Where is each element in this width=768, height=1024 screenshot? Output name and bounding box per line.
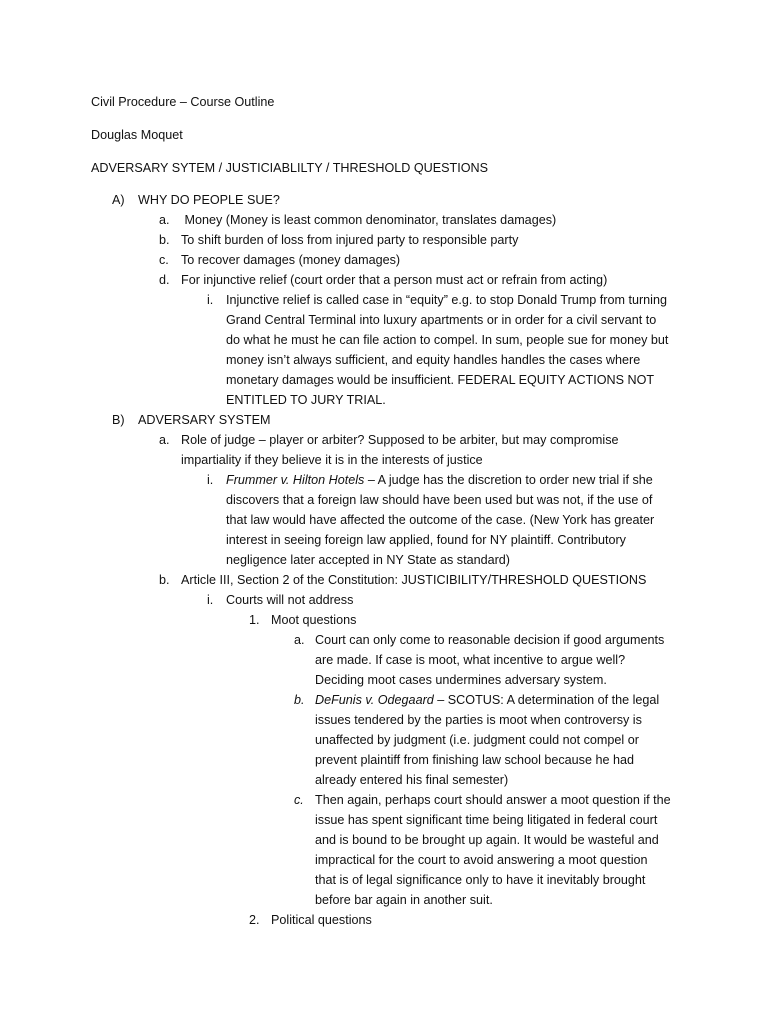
outline-item-text bbox=[315, 790, 671, 910]
text-line: do what he must he can file action to compel. In sum, people sue for money but bbox=[226, 333, 669, 347]
outline-item-B-b-i-1 bbox=[249, 610, 679, 630]
list-marker: c. bbox=[294, 793, 304, 807]
outline-item-B-a bbox=[159, 430, 679, 470]
list-marker: 2. bbox=[249, 913, 260, 927]
text-line: discovers that a foreign law should have been used but was not, if the use of bbox=[226, 493, 653, 507]
outline-item-B-b-i-1-a bbox=[294, 630, 686, 690]
outline-item-text bbox=[315, 630, 664, 690]
outline-item-text: Courts will not address bbox=[226, 593, 354, 607]
outline-item-B-b-i bbox=[207, 590, 677, 610]
text-line: negligence later accepted in NY State as standard) bbox=[226, 553, 511, 567]
outline-item-B-a-i bbox=[207, 470, 677, 570]
list-marker: b. bbox=[159, 573, 170, 587]
outline-item-B bbox=[112, 410, 672, 430]
text-line: unaffected by judgment (i.e. judgment could not compel or bbox=[315, 733, 639, 747]
outline-item-text: To recover damages (money damages) bbox=[181, 253, 401, 267]
outline-item-B-b-i-1-c bbox=[294, 790, 686, 910]
text-line: issue has spent significant time being litigated in federal court bbox=[315, 813, 658, 827]
text-line: impartiality if they believe it is in the interests of justice bbox=[181, 453, 483, 467]
text-line: prevent plaintiff from finishing law school because he had bbox=[315, 753, 635, 767]
outline-item-text: Money (Money is least common denominator, translates damages) bbox=[181, 213, 557, 227]
outline-item-A-d-i bbox=[207, 290, 677, 410]
text-line: Grand Central Terminal into luxury apartments or in order for a civil servant to bbox=[226, 313, 657, 327]
text-line: and is bound to be brought up again. It would be wasteful and bbox=[315, 833, 659, 847]
list-marker: A) bbox=[112, 193, 125, 207]
text-line: Role of judge – player or arbiter? Supposed to be arbiter, but may compromise bbox=[181, 433, 619, 447]
text-line: ENTITLED TO JURY TRIAL. bbox=[226, 393, 386, 407]
list-marker: d. bbox=[159, 273, 170, 287]
list-marker: b. bbox=[294, 693, 305, 707]
case-citation: DeFunis v. Odegaard bbox=[315, 693, 434, 707]
text-line: are made. If case is moot, what incentive to argue well? bbox=[315, 653, 626, 667]
outline-item-text: Moot questions bbox=[271, 613, 357, 627]
outline-item-text bbox=[315, 690, 659, 790]
list-marker: c. bbox=[159, 253, 169, 267]
outline-item-A-c bbox=[159, 250, 679, 270]
text-line: that is of legal significance only to have it inevitably brought bbox=[315, 873, 646, 887]
text-line: monetary damages would be insufficient. FEDERAL EQUITY ACTIONS NOT bbox=[226, 373, 655, 387]
text-line: that law would have affected the outcome of the case. (New York has greater bbox=[226, 513, 655, 527]
outline-item-text bbox=[226, 470, 654, 570]
list-marker: a. bbox=[294, 633, 305, 647]
case-citation: Frummer v. Hilton Hotels bbox=[226, 473, 365, 487]
outline-item-text: For injunctive relief (court order that a person must act or refrain from acting) bbox=[181, 273, 608, 287]
outline-item-A-a bbox=[159, 210, 679, 230]
list-marker: b. bbox=[159, 233, 170, 247]
outline-item-A bbox=[112, 190, 672, 210]
list-marker: a. bbox=[159, 433, 170, 447]
list-marker: i. bbox=[207, 593, 214, 607]
outline-item-text: Article III, Section 2 of the Constitution: JUSTICIBILITY/THRESHOLD QUESTIONS bbox=[181, 573, 647, 587]
text-line: Injunctive relief is called case in “equity” e.g. to stop Donald Trump from turning bbox=[226, 293, 667, 307]
document-title: Civil Procedure – Course Outline bbox=[91, 95, 275, 109]
text-line: – SCOTUS: A determination of the legal bbox=[433, 693, 660, 707]
text-line: before bar again in another suit. bbox=[315, 893, 493, 907]
list-marker: B) bbox=[112, 413, 125, 427]
section-heading: ADVERSARY SYTEM / JUSTICIABLILTY / THRESHOLD QUESTIONS bbox=[91, 161, 489, 175]
outline-item-text: Political questions bbox=[271, 913, 372, 927]
text-line: money isn’t always sufficient, and equity handles handles the cases where bbox=[226, 353, 641, 367]
list-marker: a. bbox=[159, 213, 170, 227]
outline-item-text bbox=[226, 290, 668, 410]
document-author: Douglas Moquet bbox=[91, 128, 183, 142]
text-line: Then again, perhaps court should answer a moot question if the bbox=[315, 793, 671, 807]
list-marker: i. bbox=[207, 293, 214, 307]
outline-item-B-b-i-2 bbox=[249, 910, 679, 930]
outline-item-label: WHY DO PEOPLE SUE? bbox=[138, 193, 280, 207]
outline-item-label: ADVERSARY SYSTEM bbox=[138, 413, 271, 427]
outline-item-A-d bbox=[159, 270, 679, 290]
outline-item-text bbox=[181, 430, 619, 470]
text-line: issues tendered by the parties is moot when controversy is bbox=[315, 713, 642, 727]
text-line: impractical for the court to avoid answering a moot question bbox=[315, 853, 648, 867]
text-line: already entered his final semester) bbox=[315, 773, 509, 787]
outline-item-text: To shift burden of loss from injured party to responsible party bbox=[181, 233, 519, 247]
list-marker: 1. bbox=[249, 613, 260, 627]
text-line: Court can only come to reasonable decision if good arguments bbox=[315, 633, 665, 647]
outline-item-B-b-i-1-b bbox=[294, 690, 686, 790]
outline-item-A-b bbox=[159, 230, 679, 250]
text-line: Deciding moot cases undermines adversary system. bbox=[315, 673, 607, 687]
text-line: – A judge has the discretion to order new trial if she bbox=[364, 473, 653, 487]
list-marker: i. bbox=[207, 473, 214, 487]
outline-item-B-b bbox=[159, 570, 679, 590]
text-line: interest in seeing foreign law applied, found for NY plaintiff. Contributory bbox=[226, 533, 626, 547]
